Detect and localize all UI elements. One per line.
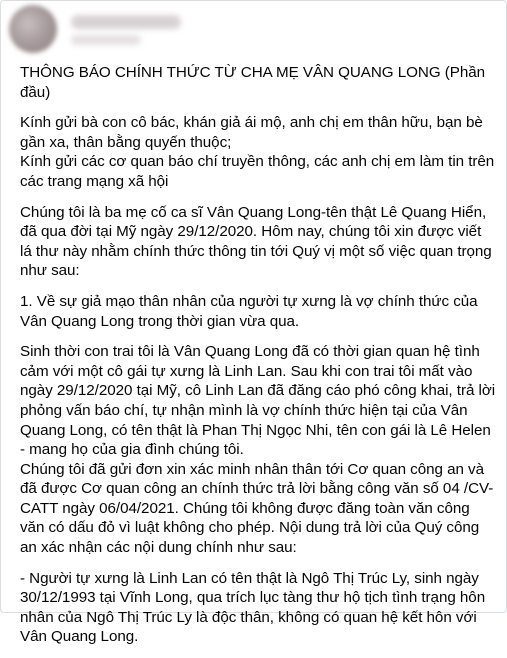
author-name-blurred[interactable] (71, 15, 181, 29)
post-body (20, 63, 496, 658)
point-1-paragraph: 1. Về sự giả mạo thân nhân của người tự xưng là vợ chính thức của Vân Quang Long trong thời gian vừa qua. (20, 292, 478, 330)
avatar[interactable] (9, 5, 57, 53)
greeting-paragraph-1: Kính gửi bà con cô bác, khán giả ái mộ, anh chị em thân hữu, bạn bè gần xa, thân bằng quyến thuộc; (20, 114, 483, 151)
post-meta-blurred (71, 35, 141, 45)
story-paragraph: Sinh thời con trai tôi là Vân Quang Long đã có thời gian quan hệ tình cảm với một cô gái tự xưng là Linh Lan. Sau khi con trai tôi mất vào ngày 29/12/2020 tại Mỹ, cô Linh Lan đã đăng cáo phó công khai, trả lời phỏng vấn báo chí, tự nhận mình là vợ chính thức hiện tại của Vân Quang Long, có tên thật là Phan Thị Ngọc Nhi, tên con gái là Lê Helen - mang họ của gia đình chúng tôi. (20, 343, 496, 459)
intro-paragraph: Chúng tôi là ba mẹ cố ca sĩ Vân Quang Long-tên thật Lê Quang Hiển, đã qua đời tại Mỹ ngày 29/12/2020. Hôm nay, chúng tôi xin được viết lá thư này nhằm chính thức thông tin tới Quý vị một số việc quan trọng như sau: (20, 203, 492, 280)
finding-1-paragraph: - Người tự xưng là Linh Lan có tên thật là Ngô Thị Trúc Ly, sinh ngày 30/12/1993 tại Vĩnh Long, qua trích lục tàng thư hộ tịch tình trạng hôn nhân của Ngô Thị Trúc Ly là độc thân, không có quan hệ kết hôn với Vân Quang Long. (20, 569, 486, 646)
request-paragraph: Chúng tôi đã gửi đơn xin xác minh nhân thân tới Cơ quan công an và đã được Cơ quan công an chính thức trả lời bằng công văn số 04 /CV-CATT ngày 06/04/2021. Chúng tôi không được đăng toàn văn công văn có dấu đỏ vì luật không cho phép. Nội dung trả lời của Quý công an xác nhận các nội dung chính như sau: (20, 460, 494, 557)
post-title: THÔNG BÁO CHÍNH THỨC TỪ CHA MẸ VÂN QUANG LONG (Phần đầu) (20, 64, 486, 101)
greeting-paragraph-2: Kính gửi các cơ quan báo chí truyền thông, các anh chị em làm tin trên các trang mạng xã hội (20, 153, 495, 190)
post-header (9, 5, 489, 55)
